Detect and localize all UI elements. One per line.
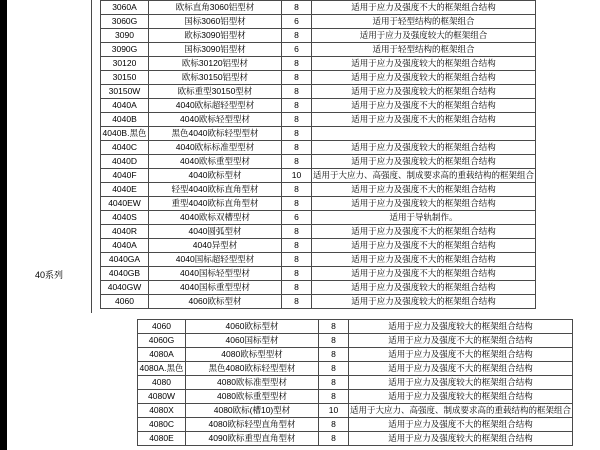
cell-name: 4040欧标型材 bbox=[149, 169, 282, 183]
cell-model: 3060G bbox=[101, 15, 149, 29]
cell-name: 欧标30150铝型材 bbox=[149, 71, 282, 85]
cell-model: 4080C bbox=[138, 418, 186, 432]
cell-model: 4040D bbox=[101, 155, 149, 169]
table-row[interactable] bbox=[101, 57, 536, 71]
table-row[interactable] bbox=[101, 239, 536, 253]
cell-num: 8 bbox=[282, 57, 312, 71]
table-row[interactable] bbox=[138, 376, 573, 390]
cell-model: 4040B.黑色 bbox=[101, 127, 149, 141]
cell-num: 8 bbox=[282, 225, 312, 239]
cell-desc: 适用于应力及强度较大的框架组合结构 bbox=[312, 141, 536, 155]
cell-name: 4060欧标型材 bbox=[186, 320, 319, 334]
cell-num: 8 bbox=[282, 29, 312, 43]
cell-desc: 适用于应力及强度较大的框架组合结构 bbox=[312, 57, 536, 71]
cell-name: 4040国标超轻型型材 bbox=[149, 253, 282, 267]
cell-num: 8 bbox=[319, 418, 349, 432]
cell-name: 4040欧标轻型型材 bbox=[149, 113, 282, 127]
cell-num: 8 bbox=[282, 281, 312, 295]
cell-desc: 适用于应力及强度较大的框架组合结构 bbox=[349, 320, 573, 334]
cell-name: 国标3060铝型材 bbox=[149, 15, 282, 29]
cell-name: 4080欧标轻型直角型材 bbox=[186, 418, 319, 432]
cell-desc: 适用于应力及强度不大的框架组合结构 bbox=[312, 253, 536, 267]
cell-name: 4080欧标(槽10)型材 bbox=[186, 404, 319, 418]
cell-desc: 适用于应力及强度不大的框架组合结构 bbox=[349, 362, 573, 376]
cell-desc: 适用于应力及强度较大的框架组合结构 bbox=[312, 85, 536, 99]
cell-name: 轻型4040欧标直角型材 bbox=[149, 183, 282, 197]
cell-name: 4040欧标双槽型材 bbox=[149, 211, 282, 225]
table-row[interactable] bbox=[101, 197, 536, 211]
cell-model: 4080E bbox=[138, 432, 186, 446]
cell-num: 6 bbox=[282, 211, 312, 225]
cell-model: 4080A bbox=[138, 348, 186, 362]
cell-num: 8 bbox=[319, 362, 349, 376]
table-row[interactable] bbox=[138, 362, 573, 376]
table-row[interactable] bbox=[101, 127, 536, 141]
table-row[interactable] bbox=[101, 225, 536, 239]
table-row[interactable] bbox=[138, 334, 573, 348]
cell-num: 8 bbox=[282, 127, 312, 141]
cell-num: 10 bbox=[282, 169, 312, 183]
cell-name: 4040国标重型型材 bbox=[149, 281, 282, 295]
table-row[interactable] bbox=[101, 15, 536, 29]
cell-desc: 适用于应力及强度不大的框架组合结构 bbox=[312, 183, 536, 197]
table-row[interactable] bbox=[101, 113, 536, 127]
cell-model: 4040GA bbox=[101, 253, 149, 267]
cell-num: 6 bbox=[282, 43, 312, 57]
table-body-upper bbox=[101, 1, 536, 309]
cell-model: 4080X bbox=[138, 404, 186, 418]
table-row[interactable] bbox=[101, 295, 536, 309]
cell-desc: 适用于应力及强度不大的框架组合结构 bbox=[312, 113, 536, 127]
cell-desc: 适用于应力及强度较大的框架组合结构 bbox=[312, 197, 536, 211]
table-row[interactable] bbox=[101, 281, 536, 295]
cell-num: 8 bbox=[282, 85, 312, 99]
page-left-edge-bar bbox=[0, 0, 7, 450]
cell-model: 30120 bbox=[101, 57, 149, 71]
cell-desc: 适用于应力及强度较大的框架组合结构 bbox=[312, 281, 536, 295]
cell-num: 8 bbox=[282, 113, 312, 127]
cell-model: 3090G bbox=[101, 43, 149, 57]
cell-name: 4090欧标重型直角型材 bbox=[186, 432, 319, 446]
table-row[interactable] bbox=[101, 267, 536, 281]
cell-desc: 适用于应力及强度不大的框架组合结构 bbox=[312, 225, 536, 239]
table-row[interactable] bbox=[138, 390, 573, 404]
cell-desc: 适用于应力及强度不大的框架组合结构 bbox=[349, 348, 573, 362]
cell-name: 4080欧标准型型材 bbox=[186, 376, 319, 390]
cell-model: 4080 bbox=[138, 376, 186, 390]
cell-desc: 适用于应力及强度较大的框架组合结构 bbox=[312, 295, 536, 309]
table-row[interactable] bbox=[101, 253, 536, 267]
cell-model: 4080W bbox=[138, 390, 186, 404]
cell-model: 4040F bbox=[101, 169, 149, 183]
table-row[interactable] bbox=[138, 320, 573, 334]
profile-table-upper bbox=[100, 0, 536, 309]
cell-model: 4080A.黑色 bbox=[138, 362, 186, 376]
cell-num: 8 bbox=[282, 99, 312, 113]
cell-model: 4040R bbox=[101, 225, 149, 239]
table-row[interactable] bbox=[101, 99, 536, 113]
table-row[interactable] bbox=[138, 418, 573, 432]
cell-model: 30150W bbox=[101, 85, 149, 99]
cell-name: 欧标3090铝型材 bbox=[149, 29, 282, 43]
cell-desc: 适用于应力及强度不大的框架组合结构 bbox=[312, 239, 536, 253]
table-row[interactable] bbox=[138, 404, 573, 418]
cell-num: 8 bbox=[319, 334, 349, 348]
cell-desc: 适用于应力及强度较大的框架组合结构 bbox=[312, 71, 536, 85]
table-row[interactable] bbox=[101, 183, 536, 197]
cell-name: 4060欧标型材 bbox=[149, 295, 282, 309]
spec-sheet bbox=[9, 0, 600, 450]
cell-desc bbox=[312, 127, 536, 141]
cell-num: 8 bbox=[282, 253, 312, 267]
cell-name: 4060国标型材 bbox=[186, 334, 319, 348]
cell-num: 8 bbox=[319, 376, 349, 390]
cell-model: 4040EW bbox=[101, 197, 149, 211]
cell-name: 4040异型材 bbox=[149, 239, 282, 253]
cell-desc: 适用于应力及强度较大的框架组合结构 bbox=[349, 432, 573, 446]
cell-name: 重型4040欧标直角型材 bbox=[149, 197, 282, 211]
cell-desc: 适用于导轨制作。 bbox=[312, 211, 536, 225]
cell-model: 4040C bbox=[101, 141, 149, 155]
cell-model: 4040B bbox=[101, 113, 149, 127]
table-row[interactable] bbox=[101, 71, 536, 85]
cell-name: 4040欧标标准型型材 bbox=[149, 141, 282, 155]
table-body-lower bbox=[138, 320, 573, 446]
cell-name: 黑色4080欧标轻型型材 bbox=[186, 362, 319, 376]
profile-table-lower bbox=[137, 319, 573, 446]
cell-model: 4060 bbox=[101, 295, 149, 309]
cell-desc: 适用于应力及强度较大的框架组合结构 bbox=[312, 155, 536, 169]
table-row[interactable] bbox=[101, 1, 536, 15]
cell-name: 4080欧标型型材 bbox=[186, 348, 319, 362]
cell-model: 3090 bbox=[101, 29, 149, 43]
cell-desc: 适用于应力及强度较大的框架组合结构 bbox=[349, 390, 573, 404]
cell-model: 30150 bbox=[101, 71, 149, 85]
cell-model: 4060 bbox=[138, 320, 186, 334]
cell-desc: 适用于大应力、高强度、制成要求高的重载结构的框架组合 bbox=[349, 404, 573, 418]
cell-num: 8 bbox=[282, 155, 312, 169]
table-row[interactable] bbox=[138, 348, 573, 362]
cell-model: 4040S bbox=[101, 211, 149, 225]
cell-model: 4040GB bbox=[101, 267, 149, 281]
cell-desc: 适用于应力及强度不大的框架组合结构 bbox=[312, 99, 536, 113]
cell-model: 4040GW bbox=[101, 281, 149, 295]
cell-name: 4040国标轻型型材 bbox=[149, 267, 282, 281]
cell-num: 8 bbox=[319, 432, 349, 446]
cell-desc: 适用于大应力、高强度、制成要求高的重载结构的框架组合 bbox=[312, 169, 536, 183]
cell-desc: 适用于应力及强度较大的框架组合 bbox=[312, 29, 536, 43]
cell-desc: 适用于应力及强度不大的框架组合结构 bbox=[312, 1, 536, 15]
cell-num: 8 bbox=[282, 1, 312, 15]
cell-num: 8 bbox=[282, 183, 312, 197]
cell-desc: 适用于轻型结构的框架组合 bbox=[312, 43, 536, 57]
cell-model: 4040A bbox=[101, 99, 149, 113]
cell-num: 8 bbox=[319, 320, 349, 334]
cell-model: 4060G bbox=[138, 334, 186, 348]
cell-num: 8 bbox=[319, 348, 349, 362]
cell-model: 4040E bbox=[101, 183, 149, 197]
cell-name: 4040欧标超轻型型材 bbox=[149, 99, 282, 113]
cell-num: 8 bbox=[282, 71, 312, 85]
table-row[interactable] bbox=[101, 155, 536, 169]
table-row[interactable] bbox=[101, 141, 536, 155]
cell-num: 8 bbox=[282, 295, 312, 309]
cell-name: 欧标直角3060铝型材 bbox=[149, 1, 282, 15]
cell-name: 4040圆弧型材 bbox=[149, 225, 282, 239]
cell-num: 8 bbox=[282, 267, 312, 281]
table-row[interactable] bbox=[101, 43, 536, 57]
table-row[interactable] bbox=[101, 85, 536, 99]
cell-model: 4040A bbox=[101, 239, 149, 253]
cell-desc: 适用于应力及强度较大的框架组合结构 bbox=[349, 376, 573, 390]
cell-num: 8 bbox=[319, 390, 349, 404]
series-label: 40系列 bbox=[35, 270, 64, 280]
cell-num: 6 bbox=[282, 15, 312, 29]
table-row[interactable] bbox=[138, 432, 573, 446]
cell-model: 3060A bbox=[101, 1, 149, 15]
series-column-divider bbox=[91, 0, 92, 313]
cell-desc: 适用于轻型结构的框架组合 bbox=[312, 15, 536, 29]
cell-num: 8 bbox=[282, 239, 312, 253]
cell-name: 欧标30120铝型材 bbox=[149, 57, 282, 71]
cell-num: 8 bbox=[282, 141, 312, 155]
cell-name: 国标3090铝型材 bbox=[149, 43, 282, 57]
cell-num: 8 bbox=[282, 197, 312, 211]
cell-name: 4080欧标重型型材 bbox=[186, 390, 319, 404]
cell-desc: 适用于应力及强度不大的框架组合结构 bbox=[312, 267, 536, 281]
table-row[interactable] bbox=[101, 169, 536, 183]
cell-name: 黑色4040欧标轻型型材 bbox=[149, 127, 282, 141]
cell-name: 4040欧标重型型材 bbox=[149, 155, 282, 169]
table-row[interactable] bbox=[101, 29, 536, 43]
cell-name: 欧标重型30150型材 bbox=[149, 85, 282, 99]
cell-num: 10 bbox=[319, 404, 349, 418]
table-row[interactable] bbox=[101, 211, 536, 225]
cell-desc: 适用于应力及强度不大的框架组合结构 bbox=[349, 418, 573, 432]
cell-desc: 适用于应力及强度不大的框架组合结构 bbox=[349, 334, 573, 348]
